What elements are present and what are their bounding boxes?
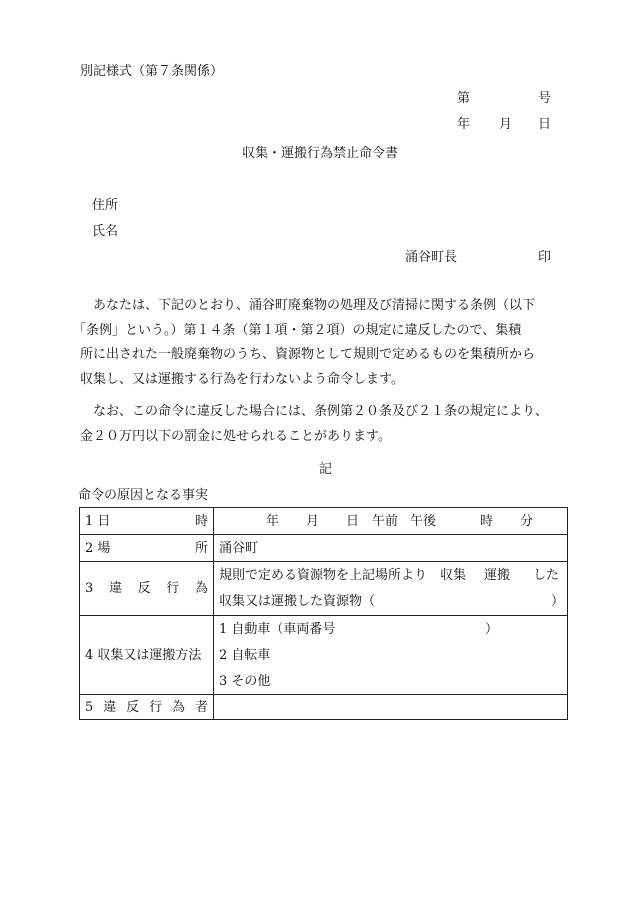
- row2-num: 2: [85, 540, 94, 556]
- row5-label: [80, 695, 214, 720]
- body-line: なお、この命令に違反した場合には、条例第２０条及び２１条の規定により、: [93, 404, 549, 419]
- date-day: 日: [537, 117, 551, 132]
- table-row: [80, 535, 568, 562]
- row2-label-a: 場: [97, 540, 111, 556]
- row5-char: 反: [126, 699, 140, 715]
- place-value: 涌谷町: [219, 540, 259, 556]
- table-row: [80, 695, 568, 720]
- dt-minute: 分: [520, 514, 534, 529]
- name-label: 氏名: [92, 224, 119, 239]
- method-option-car-end: ）: [485, 621, 499, 637]
- row4-label: [80, 616, 214, 695]
- address-label: 住所: [92, 198, 119, 213]
- violation-line1-end: した: [533, 568, 560, 583]
- row5-char: 為: [172, 699, 186, 715]
- row1-num: 1: [85, 513, 94, 529]
- number-suffix: 号: [537, 91, 551, 106]
- row3-label: [80, 562, 214, 616]
- date-year: 年: [457, 117, 471, 132]
- place-cell[interactable]: [214, 535, 568, 562]
- row1-label: [80, 508, 214, 535]
- date-month: 月: [499, 117, 513, 132]
- body-line: 「条例」という。）第１４条（第１項・第２項）の規定に違反したので、集積: [73, 322, 522, 338]
- table-row: [80, 508, 568, 535]
- method-option-other[interactable]: 3 その他: [219, 673, 271, 689]
- ki-heading: 記: [319, 462, 333, 477]
- body-line: 収集し、又は運搬する行為を行わないよう命令します。: [80, 371, 404, 387]
- row1-label-a: 日: [97, 513, 111, 529]
- table-row: [80, 616, 568, 695]
- issuer-name: 涌谷町長: [405, 250, 458, 265]
- row3-char: 行: [166, 581, 180, 596]
- option-transport[interactable]: 運搬: [484, 568, 511, 583]
- body-line: 金２０万円以下の罰金に処せられることがあります。: [80, 428, 391, 444]
- row2-label: [80, 535, 214, 562]
- row5-num: 5: [85, 699, 94, 715]
- body-paragraph-2: [80, 400, 560, 449]
- dt-day: 日: [346, 514, 360, 529]
- datetime-cell[interactable]: [214, 508, 568, 535]
- violation-cell[interactable]: [214, 562, 568, 616]
- issuer-seal: 印: [538, 250, 552, 265]
- method-option-car[interactable]: 1 自動車（車両番号: [219, 621, 336, 637]
- dt-hour: 時: [480, 514, 494, 529]
- violation-line2: 収集又は運搬した資源物（: [219, 594, 376, 609]
- body-line: あなたは、下記のとおり、涌谷町廃棄物の処理及び清掃に関する条例（以下: [93, 298, 536, 313]
- body-paragraph-1: [73, 294, 560, 392]
- form-label: 別記様式（第７条関係）: [80, 64, 224, 79]
- document-number: [457, 92, 551, 105]
- option-collect[interactable]: 収集: [440, 568, 467, 583]
- row1-label-b: 時: [194, 513, 208, 529]
- dt-year: 年: [266, 514, 280, 529]
- row5-char: 行: [149, 699, 163, 715]
- dt-month: 月: [306, 514, 320, 529]
- row4-label-text: 4 収集又は運搬方法: [85, 647, 202, 663]
- method-option-bicycle[interactable]: 2 自転車: [219, 647, 271, 663]
- method-cell[interactable]: [214, 616, 568, 695]
- dt-am: 午前: [372, 514, 399, 529]
- row5-char: 者: [194, 699, 208, 715]
- row5-char: 違: [103, 699, 117, 715]
- violation-line1: 規則で定める資源物を上記場所より: [219, 568, 428, 583]
- body-line: 所に出された一般廃棄物のうち、資源物として規則で定めるものを集積所から: [80, 347, 536, 363]
- section-heading: 命令の原因となる事実: [78, 488, 209, 503]
- document-title: 収集・運搬行為禁止命令書: [242, 146, 399, 161]
- violator-cell[interactable]: [214, 695, 568, 720]
- row2-label-b: 所: [194, 540, 208, 556]
- number-prefix: 第: [457, 91, 471, 106]
- row3-char: 為: [194, 581, 208, 596]
- row3-num: 3: [85, 581, 94, 596]
- facts-table: [79, 507, 568, 720]
- table-row: [80, 562, 568, 616]
- violation-line2-end: ）: [550, 594, 564, 609]
- row3-char: 違: [108, 581, 122, 596]
- dt-pm: 午後: [410, 514, 437, 529]
- row3-char: 反: [137, 581, 151, 596]
